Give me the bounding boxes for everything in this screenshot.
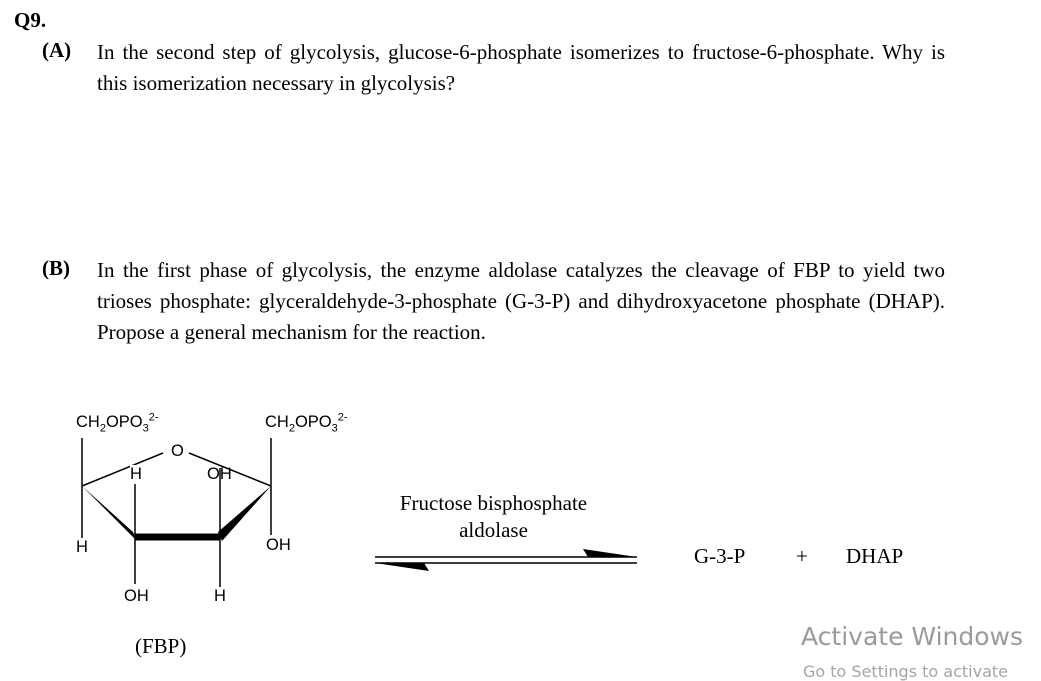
question-number: Q9. bbox=[14, 8, 47, 32]
right-ch2opo3-label: $CH_2OPO_3^{2-}$ bbox=[265, 411, 348, 435]
part-a-label: (A) bbox=[42, 38, 72, 62]
wedge-left bbox=[82, 486, 137, 541]
wedge-right bbox=[218, 486, 271, 541]
fbp-label: (FBP) bbox=[135, 634, 187, 658]
oh-right-label: OH bbox=[266, 536, 291, 554]
arrow-reverse-head bbox=[375, 563, 429, 571]
enzyme-line2: aldolase bbox=[459, 518, 528, 542]
enzyme-line1: Fructose bisphosphate bbox=[399, 491, 588, 515]
h-left-label: H bbox=[76, 538, 88, 556]
h-top-left-label: H bbox=[130, 465, 142, 483]
oh-bottom-left-label: OH bbox=[124, 587, 149, 605]
plus-sign: + bbox=[796, 544, 808, 568]
arrow-forward-head bbox=[583, 549, 637, 557]
part-b-text: In the first phase of glycolysis, the enzyme aldolase catalyzes the cleavage of FBP to yield two trioses phosphate: glyceraldehyde-3-phosphate (G-3-P) and dihydroxyacetone phosphate (DHAP). Propose a general mechanism for the reaction. bbox=[97, 258, 945, 344]
left-ch2opo3-label: $CH_2OPO_3^{2-}$ bbox=[76, 411, 159, 435]
oh-top-right-label: OH bbox=[207, 465, 232, 483]
product-g3p: G-3-P bbox=[694, 544, 746, 568]
part-b-label: (B) bbox=[42, 256, 70, 280]
product-dhap: DHAP bbox=[846, 544, 904, 568]
activate-windows-title: Activate Windows bbox=[801, 622, 1023, 651]
part-a-text: In the second step of glycolysis, glucose-6-phosphate isomerizes to fructose-6-phosphate. Why is this isomerization necessary in glycolysis? bbox=[97, 40, 945, 95]
ring-oxygen-label: O bbox=[171, 442, 184, 460]
bond-c2-oxygen bbox=[82, 453, 163, 486]
activate-windows-subtitle: Go to Settings to activate bbox=[803, 662, 1008, 681]
h-bottom-right-label: H bbox=[214, 587, 226, 605]
enzyme-label bbox=[386, 490, 601, 544]
